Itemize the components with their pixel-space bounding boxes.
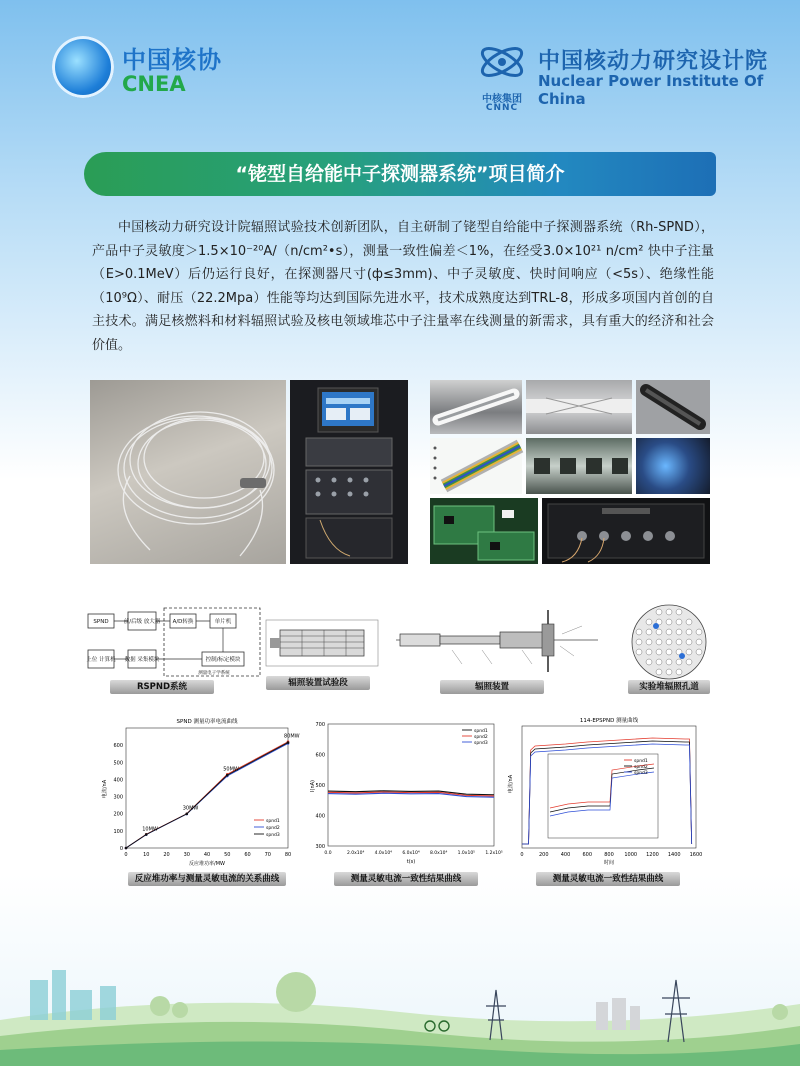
core-channel [666,609,672,615]
y-axis-label: 电流/nA [102,779,108,799]
reactor-core-section [626,602,712,682]
annotation-label: 30MW [182,805,199,812]
x-tick-label: 1600 [689,852,703,858]
data-point [185,813,188,816]
caption-chart-consistency-2: 测量灵敏电流一致性结果曲线 [536,872,680,886]
annotation-label: 10MW [142,826,158,833]
core-channel [666,669,672,675]
caption-chart-consistency-1: 测量灵敏电流一致性结果曲线 [334,872,478,886]
x-tick-label: 0 [520,852,524,858]
x-axis-label: 时间 [603,860,615,866]
y-axis-label: I(nA) [310,780,316,792]
block-box-label: 测量电子学系统 [198,671,230,676]
intro-paragraph [92,216,714,357]
y-tick-label: 600 [315,752,325,759]
legend-label: spnd3 [474,741,488,746]
x-tick-label: 1400 [667,852,681,858]
core-channel [696,639,702,645]
core-channel [676,659,682,665]
legend-label: spnd1 [266,819,280,824]
lab-photo [636,438,710,494]
core-channel [636,639,642,645]
x-tick-label: 20 [163,852,170,858]
annotation-label: 50MW [223,766,239,773]
core-channel [686,619,692,625]
circuit-board-photo [430,498,538,564]
electronics-rack-photo [290,380,408,564]
x-tick-label: 1200 [646,852,659,858]
core-channel [686,629,692,635]
x-tick-label: 600 [582,852,593,858]
legend-label: spnd2 [266,826,280,831]
cnnc-logo-icon [470,36,534,98]
x-tick-label: 40 [203,852,211,858]
x-tick-label: 1.0x10⁵ [457,851,476,856]
core-channel [676,619,682,625]
core-channel [646,639,652,645]
core-channel [676,609,682,615]
caption-test-section: 辐照装置试验段 [266,676,370,690]
core-channel [686,659,692,665]
probe-closeup-photo-3 [636,380,710,434]
x-tick-label: 400 [560,852,571,858]
core-channel [676,629,682,635]
x-tick-label: 10 [143,852,150,858]
block-adc: A/D转换 [172,619,194,625]
y-axis-label: 电流/nA [508,774,514,794]
probe-structure-diagram [430,438,522,494]
core-channel [696,649,702,655]
core-channel [666,629,672,635]
cnea-name-en: CNEA [122,72,186,96]
x-tick-label: 200 [538,852,549,858]
x-tick-label: 4.0x10⁴ [374,851,393,856]
core-channel [656,609,662,615]
legend-label: spnd1 [474,729,488,734]
y-tick-label: 600 [113,743,123,750]
block-amp: 前/后级 放大器 [123,619,161,625]
core-channel [646,629,652,635]
y-tick-label: 100 [113,828,123,835]
legend-label: spnd3 [266,833,280,838]
core-channel [666,639,672,645]
block-ctrl: 控制/标定模块 [205,657,241,663]
core-channel [646,619,652,625]
cnnc-label-en: CNNC [485,103,519,113]
core-channel [686,649,692,655]
legend-label: spnd2 [474,735,488,740]
core-channel [666,649,672,655]
x-tick-label: 80 [284,852,292,858]
x-axis-label: t(s) [406,859,416,865]
spnd-cable-photo [90,380,286,564]
probe-closeup-photo-2 [526,380,632,434]
x-tick-label: 70 [264,852,271,858]
data-point [125,847,128,850]
irradiation-device-drawing [392,606,604,674]
chart-consistency-2 [506,714,706,870]
y-tick-label: 700 [315,722,325,728]
core-channel [636,649,642,655]
legend-label: spnd2 [634,765,648,770]
core-channel [666,659,672,665]
x-tick-label: 2.0x10⁴ [346,851,365,856]
data-point [226,774,229,777]
x-tick-label: 0.0 [324,851,332,856]
x-tick-label: 8.0x10⁴ [429,851,448,856]
x-tick-label: 30 [183,852,190,858]
core-channel [676,639,682,645]
block-pc: 上位 计算机 [86,657,116,663]
cnea-name-cn: 中国核协 [122,46,222,74]
npic-name-en: Nuclear Power Institute Of China [538,72,764,108]
block-daq: 数据 采集模块 [124,657,160,663]
x-tick-label: 60 [244,852,251,858]
y-tick-label: 300 [315,844,325,850]
core-channel [686,639,692,645]
rspnd-block-diagram [84,606,270,682]
intro-text: 中国核动力研究设计院辐照试验技术创新团队，自主研制了铑型自给能中子探测器系统（Rh-SPND），产品中子灵敏度＞1.5×10⁻²⁰A/（n/cm²•s），测量一致性偏差＜1%，在经受3.0×10²¹ n/cm² 快中子注量（E>0.1MeV）后仍运行良好，在探测器尺寸(ф≤3mm)、中子灵敏度、快时间响应（<5s）、绝缘性能（10⁹Ω）、耐压（22.2Mpa）性能等均达到国际先进水平，技术成熟度达到TRL-8，形成多项国内首创的自主技术。满足核燃料和材料辐照试验及核电领域堆芯中子注量率在线测量的新需求，具有重大的经济和社会价值。 [92,220,714,353]
core-channel [656,669,662,675]
y-tick-label: 200 [113,811,123,818]
cnnc-label: 中核集团 [482,94,522,105]
data-point [287,741,290,744]
chart-consistency-1 [306,714,503,870]
test-facility-photo [526,438,632,494]
core-channel [676,669,682,675]
core-channel [646,659,652,665]
page-title: “铑型自给能中子探测器系统”项目简介 [235,163,565,185]
y-tick-label: 400 [315,813,325,820]
block-spnd: SPND [93,619,109,625]
core-channel [656,649,662,655]
measurement-unit-photo [542,498,710,564]
bottom-landscape-decoration [0,950,800,1066]
caption-irradiation-device: 辐照装置 [440,680,544,694]
core-channel [666,619,672,625]
core-channel [656,629,662,635]
legend-label: spnd1 [634,759,648,764]
x-tick-label: 800 [604,852,614,858]
x-axis-label: 反应堆功率/MW [189,861,225,867]
core-channel [656,639,662,645]
test-section-drawing [262,612,382,674]
core-channel [636,629,642,635]
block-mcu: 单片机 [214,619,232,625]
chart-title: SPND 测量功率电流曲线 [176,719,238,725]
y-tick-label: 300 [113,794,123,801]
data-point [145,833,148,836]
legend-label: spnd3 [634,771,648,776]
x-tick-label: 1000 [624,852,638,858]
core-channel [646,649,652,655]
y-tick-label: 500 [113,760,123,767]
caption-rspnd-system: RSPND系统 [110,680,214,694]
x-tick-label: 1.2x10⁵ [485,851,503,856]
probe-closeup-photo-1 [430,380,522,434]
x-tick-label: 0 [124,852,128,858]
y-tick-label: 0 [119,846,123,852]
annotation-label: 80MW [284,733,300,740]
x-tick-label: 6.0x10⁴ [402,851,420,856]
caption-reactor-channel: 实验堆辐照孔道 [628,680,710,694]
core-channel [696,629,702,635]
y-tick-label: 500 [315,783,325,789]
cnea-logo [52,36,114,98]
caption-chart-power-current: 反应堆功率与测量灵敏电流的关系曲线 [128,872,286,886]
y-tick-label: 400 [113,777,123,784]
chart-title: 114-EPSPND 测量曲线 [579,718,639,724]
npic-name-cn: 中国核动力研究设计院 [538,49,769,74]
chart-power-vs-current [98,714,298,870]
x-tick-label: 50 [224,852,231,858]
core-channel [656,659,662,665]
